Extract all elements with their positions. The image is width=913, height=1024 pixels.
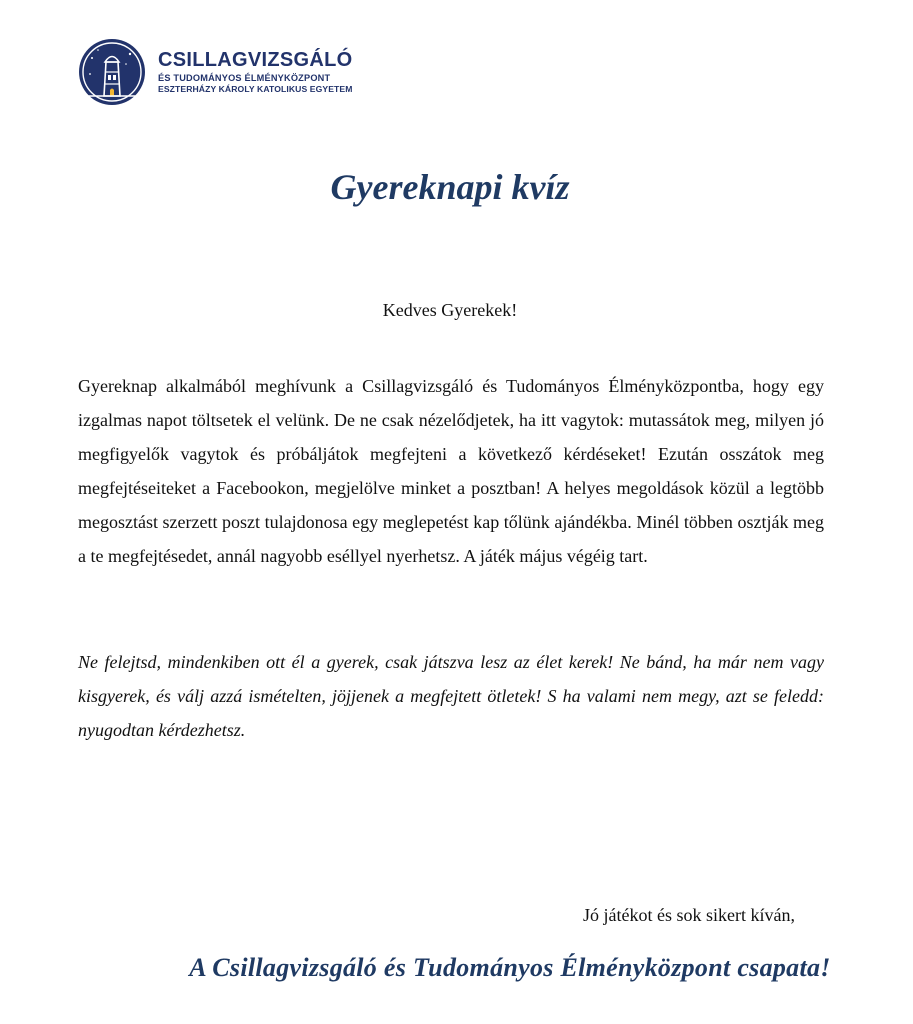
logo-line-center: ÉS TUDOMÁNYOS ÉLMÉNYKÖZPONT xyxy=(158,73,331,84)
logo-line-institution: CSILLAGVIZSGÁLÓ xyxy=(158,49,353,72)
signature: A Csillagvizsgáló és Tudományos Élményközpont csapata! xyxy=(189,953,831,982)
body-paragraph-invitation: Gyereknap alkalmából meghívunk a Csillagvizsgáló és Tudományos Élményközpontba, hogy egy izgalmas napot töltsetek el velünk. De ne csak nézelődjetek, ha itt vagytok: mutassátok meg, milyen jó megfigyelők vagytok és próbáljátok megfejteni a következő kérdéseket! Ezután osszátok meg megfejtéseiteket a Facebookon, megjelölve minket a posztban! A helyes megoldások közül a legtöbb megosztást szerzett poszt tulajdonosa egy meglepetést kap tőlünk ajándékba. Minél többen osztják meg a te megfejtésedet, annál nagyobb eséllyel nyerhetsz. A játék május végéig tart. xyxy=(78,376,824,566)
greeting: Kedves Gyerekek! xyxy=(382,300,518,320)
closing-line: Jó játékot és sok sikert kíván, xyxy=(583,905,795,925)
page-title: Gyereknapi kvíz xyxy=(330,167,570,207)
logo-text xyxy=(158,50,353,94)
header xyxy=(78,37,353,107)
observatory-logo-icon xyxy=(78,38,146,106)
body-paragraph-reminder: Ne felejtsd, mindenkiben ott él a gyerek, csak játszva lesz az élet kerek! Ne bánd, ha már nem vagy kisgyerek, és válj azzá ismételten, jöjjenek a megfejtett ötletek! S ha valami nem megy, azt se feledd: nyugodtan kérdezhetsz. xyxy=(78,652,824,740)
logo-line-university: ESZTERHÁZY KÁROLY KATOLIKUS EGYETEM xyxy=(158,84,353,95)
